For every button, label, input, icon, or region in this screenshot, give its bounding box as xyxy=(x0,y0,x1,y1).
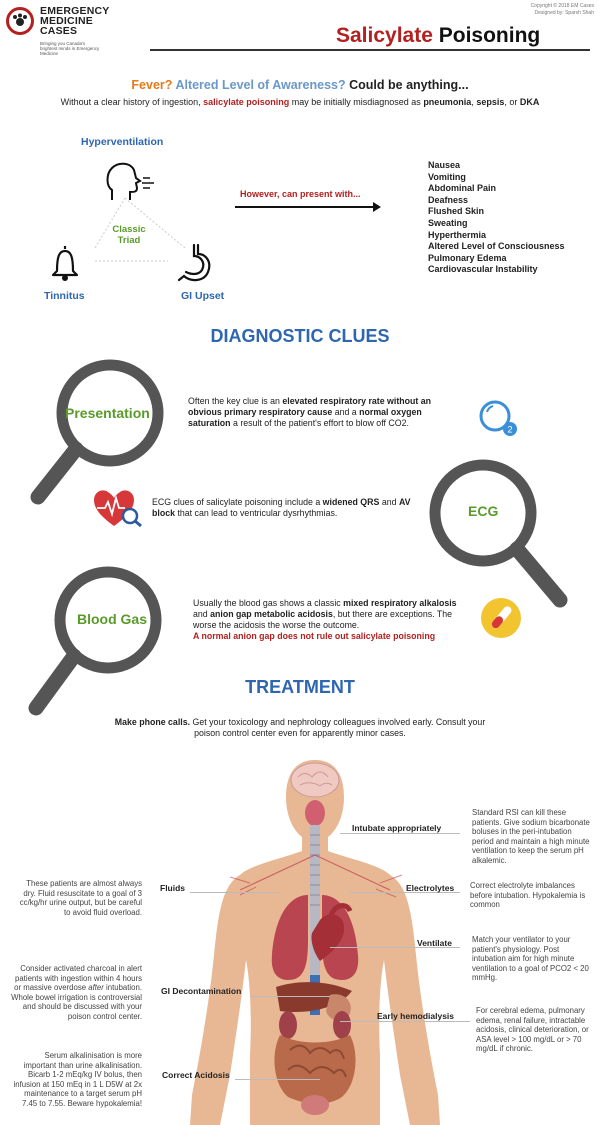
logo-tagline: Bringing you Canada's brightest minds in Emergency Medicine xyxy=(40,41,100,56)
gi-decon-text: Consider activated charcoal in alert patients with ingestion within 4 hours or massive overdose after intubation. Whole bowel irrigation is controversial and should be discussed with your poison control center. xyxy=(11,964,142,1021)
page-title: Salicylate Poisoning xyxy=(336,24,541,47)
diagnostic-heading: DIAGNOSTIC CLUES xyxy=(210,326,390,346)
triad-tinnitus-label: Tinnitus xyxy=(44,290,85,302)
correct-acidosis-label: Correct Acidosis xyxy=(162,1070,230,1080)
logo-wordmark: EMERGENCY MEDICINE CASES xyxy=(40,5,110,37)
treatment-heading: TREATMENT xyxy=(245,677,355,697)
leader-line xyxy=(250,996,330,997)
however-text: However, can present with... xyxy=(240,189,361,199)
intro-question: Fever? Altered Level of Awareness? Could be anything... xyxy=(131,78,469,92)
ecg-text: ECG clues of salicylate poisoning include a widened QRS and AV block that can lead to ventricular dysrhythmias. xyxy=(152,497,411,518)
list-item: Sweating xyxy=(428,217,468,228)
treatment-note: Make phone calls. Get your toxicology and nephrology colleagues involved early. Consult your poison control center even for apparently minor cases. xyxy=(114,717,486,738)
list-item: Pulmonary Edema xyxy=(428,252,507,263)
list-item: Altered Level of Consciousness xyxy=(428,241,565,252)
presentation-label: Presentation xyxy=(65,405,150,421)
copyright: Copyright © 2018 EM Cases Designed by: Sparsh Shah xyxy=(530,3,594,16)
list-item: Cardiovascular Instability xyxy=(428,264,538,275)
triad-gi-upset-label: GI Upset xyxy=(181,290,225,302)
gi-decon-label: GI Decontamination xyxy=(161,986,242,996)
oxygen-bubble-icon xyxy=(477,398,521,438)
classic-triad-label: Classic Triad xyxy=(112,224,146,246)
list-item: Hyperthermia xyxy=(428,229,487,240)
ventilate-label: Ventilate xyxy=(417,938,452,948)
list-item: Nausea xyxy=(428,160,461,170)
heart-ecg-icon xyxy=(92,488,144,528)
logo-icon xyxy=(6,7,34,35)
list-item: Deafness xyxy=(428,194,469,205)
intro-text: Without a clear history of ingestion, salicylate poisoning may be initially misdiagnosed as pneumonia, sepsis, or DKA xyxy=(60,97,540,107)
list-item: Abdominal Pain xyxy=(428,183,497,194)
magnifier-icon xyxy=(425,455,575,615)
electrolytes-label: Electrolytes xyxy=(406,883,455,893)
hemodialysis-label: Early hemodialysis xyxy=(377,1011,455,1021)
blood-tube-icon xyxy=(480,597,522,639)
ecg-label: ECG xyxy=(468,503,499,519)
stomach-icon xyxy=(176,242,216,284)
leader-line xyxy=(340,1021,470,1022)
triad-hyperventilation-label: Hyperventilation xyxy=(81,136,164,148)
leader-line xyxy=(190,892,280,893)
bell-icon xyxy=(45,243,85,283)
blood-gas-label: Blood Gas xyxy=(77,611,148,627)
list-item: Vomiting xyxy=(428,171,466,182)
title-divider xyxy=(150,49,590,51)
list-item: Flushed Skin xyxy=(428,206,485,217)
intubate-text: Standard RSI can kill these patients. Give sodium bicarbonate boluses in the peri-intubation period and maintain a high minute ventilation to keep the serum pH alkalemic. xyxy=(472,808,590,865)
correct-acidosis-text: Serum alkalinisation is more important than urine alkalinisation. Bicarb 1-2 mEq/kg IV bolus, then infusion at 150 mEq in 1 L D5W at 2x maintenance to a target serum pH 7.45 to 7.55. Beware hypokalemia! xyxy=(13,1051,142,1108)
fluids-label: Fluids xyxy=(160,883,186,893)
blood-gas-text: Usually the blood gas shows a classic mixed respiratory alkalosis and anion gap metabolic acidosis, but there are exceptions. The worse the acidosis the worse the outcome. A normal anion gap does not rule out salicylate poisoning xyxy=(193,598,457,641)
arrow-right-icon xyxy=(373,202,381,212)
fluids-text: These patients are almost always dry. Fluid resuscitate to a goal of 3 cc/kg/hr urine output, but be careful to avoid fluid overload. xyxy=(19,879,142,917)
arrow-line xyxy=(235,206,375,208)
leader-line xyxy=(235,1079,320,1080)
magnifier-icon xyxy=(26,560,176,725)
ventilate-text: Match your ventilator to your patient's physiology. Post intubation aim for high minute ventilation to a goal of PCO2 < 20 mmHg. xyxy=(472,935,589,983)
svg-text:2: 2 xyxy=(507,424,513,435)
hemodialysis-text: For cerebral edema, pulmonary edema, renal failure, intractable acidosis, clinical deterioration, or ASA level > 100 mg/dL or > 70 mg/dL if chronic. xyxy=(476,1006,589,1054)
presentation-text: Often the key clue is an elevated respiratory rate without an obvious primary respiratory cause and a normal oxygen saturation a result of the patient's effort to blow off CO2. xyxy=(188,396,432,428)
intubate-label: Intubate appropriately xyxy=(352,823,442,833)
leader-line xyxy=(340,833,460,834)
symptom-list xyxy=(428,160,565,276)
electrolytes-text: Correct electrolyte imbalances before intubation. Hypokalemia is common xyxy=(470,881,586,910)
